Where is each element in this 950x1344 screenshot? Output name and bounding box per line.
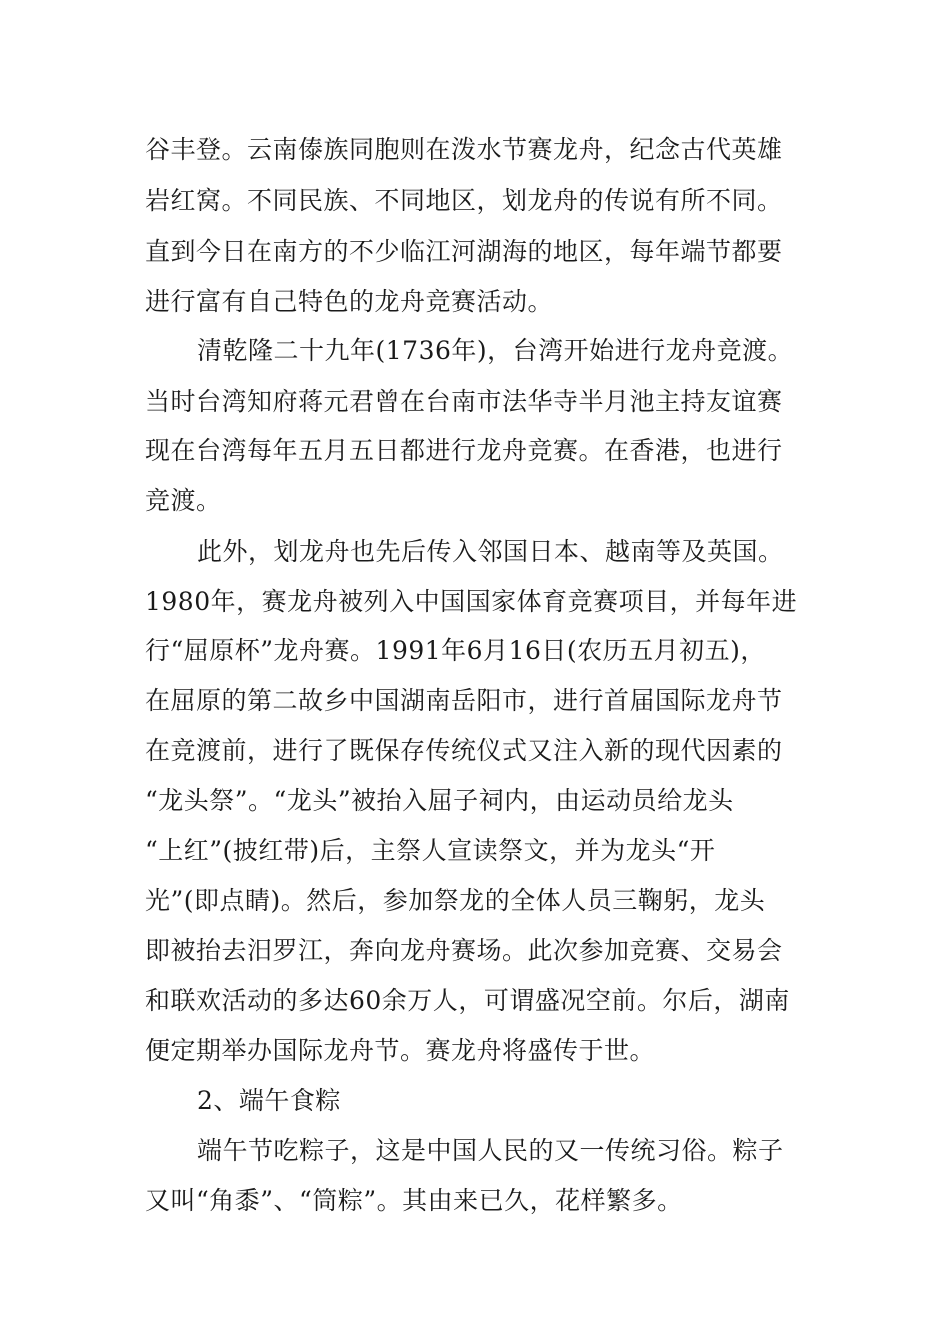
paragraph-first-line: 此外，划龙舟也先后传入邻国日本、越南等及英国。: [197, 537, 784, 566]
text-line: 即被抬去汨罗江，奔向龙舟赛场。此次参加竞赛、交易会: [145, 936, 783, 965]
text-line: 光”(即点睛)。然后，参加祭龙的全体人员三鞠躬，龙头: [145, 886, 766, 915]
text-line: 行“屈原杯”龙舟赛。1991年6月16日(农历五月初五)，: [145, 636, 766, 665]
text-line: 在屈原的第二故乡中国湖南岳阳市，进行首届国际龙舟节: [145, 686, 783, 715]
paragraph-first-line: 清乾隆二十九年(1736年)，台湾开始进行龙舟竞渡。: [197, 336, 794, 365]
text-line: 岩红窝。不同民族、不同地区，划龙舟的传说有所不同。: [145, 186, 783, 215]
text-line: 和联欢活动的多达60余万人，可谓盛况空前。尔后，湖南: [145, 986, 790, 1015]
text-line: 进行富有自己特色的龙舟竞赛活动。: [145, 287, 554, 316]
text-line: 便定期举办国际龙舟节。赛龙舟将盛传于世。: [145, 1036, 656, 1065]
text-line: 竞渡。: [145, 486, 222, 515]
text-line: 在竞渡前，进行了既保存传统仪式又注入新的现代因素的: [145, 736, 783, 765]
text-line: 又叫“角黍”、“筒粽”。其由来已久，花样繁多。: [145, 1186, 683, 1215]
text-line: 直到今日在南方的不少临江河湖海的地区，每年端节都要: [145, 237, 783, 266]
text-line: “龙头祭”。“龙头”被抬入屈子祠内，由运动员给龙头: [145, 786, 734, 815]
text-line: 1980年，赛龙舟被列入中国国家体育竞赛项目，并每年进: [145, 587, 798, 616]
section-heading: 2、端午食粽: [197, 1086, 341, 1115]
text-line: 当时台湾知府蒋元君曾在台南市法华寺半月池主持友谊赛: [145, 387, 783, 416]
text-line: 现在台湾每年五月五日都进行龙舟竞赛。在香港，也进行: [145, 436, 783, 465]
text-line: 谷丰登。云南傣族同胞则在泼水节赛龙舟，纪念古代英雄: [145, 135, 783, 164]
text-line: “上红”(披红带)后，主祭人宣读祭文，并为龙头“开: [145, 836, 716, 865]
paragraph-first-line: 端午节吃粽子，这是中国人民的又一传统习俗。粽子: [197, 1136, 784, 1165]
